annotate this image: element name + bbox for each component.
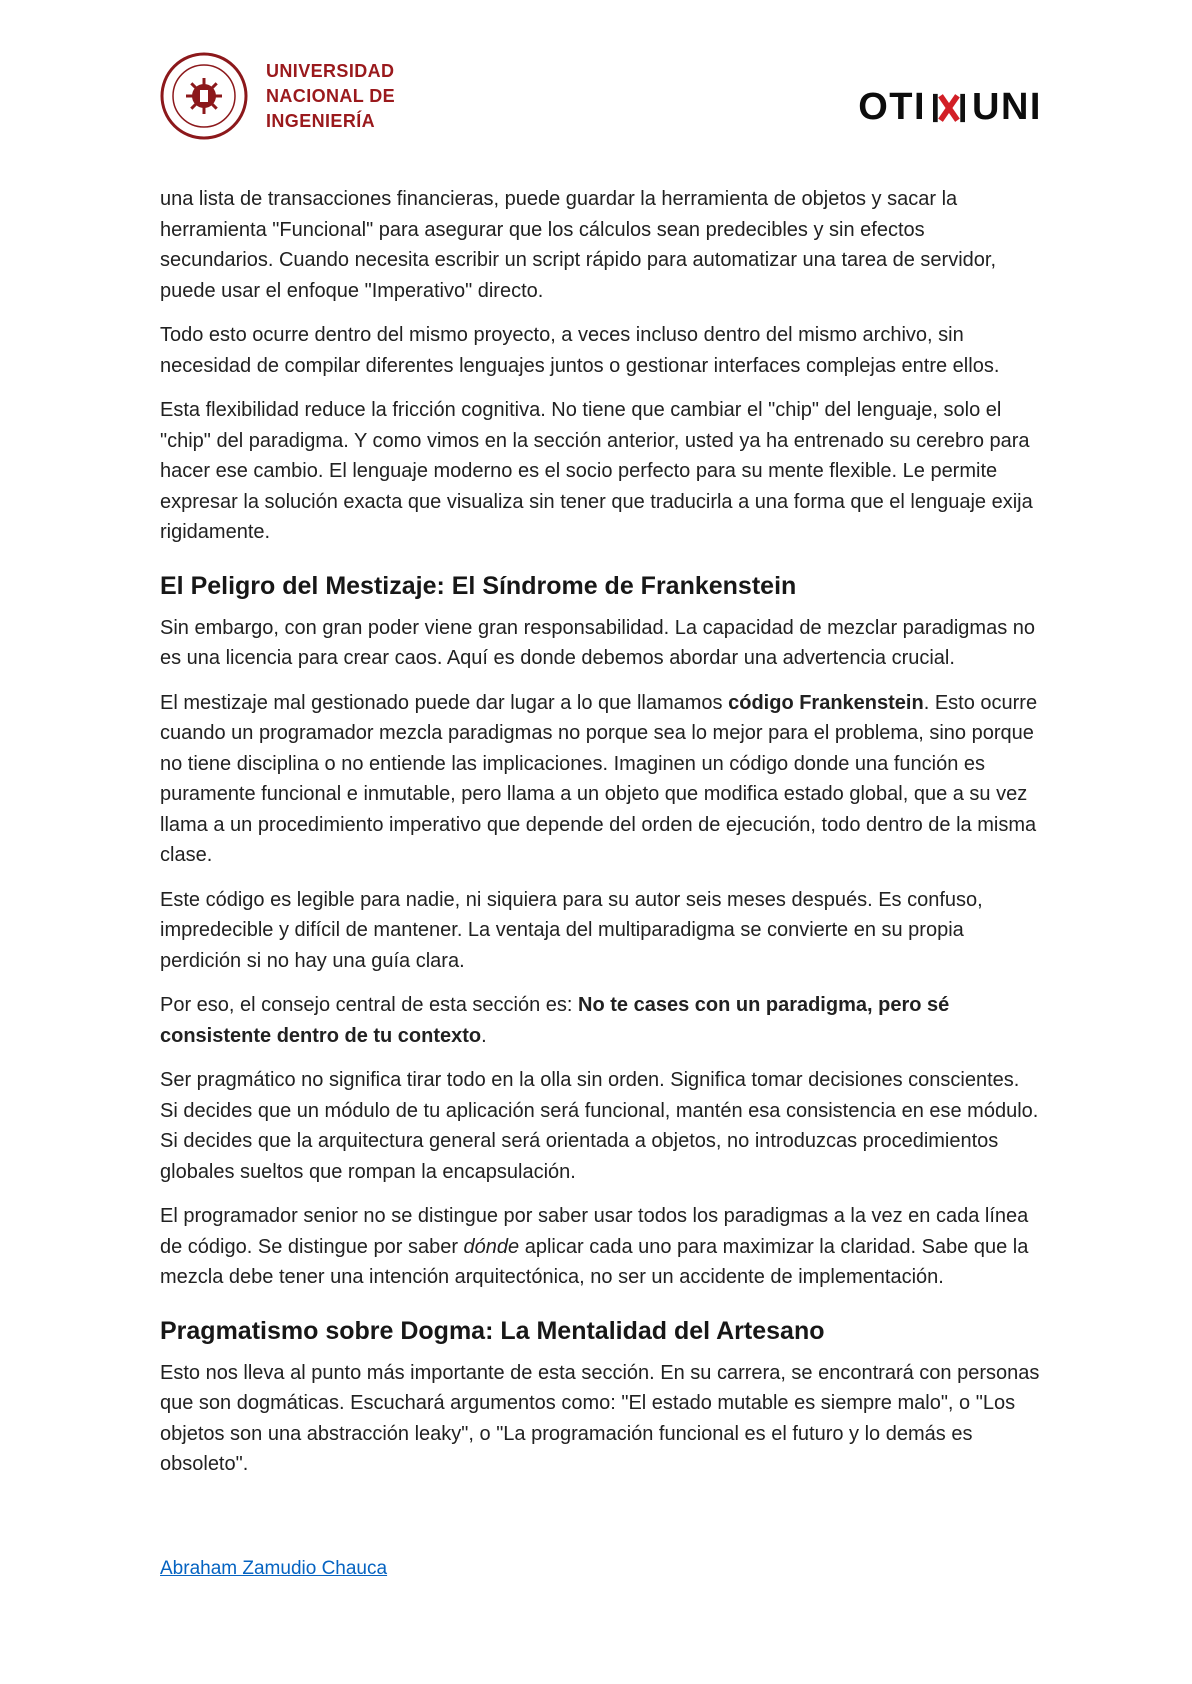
- paragraph: El programador senior no se distingue por saber usar todos los paradigmas a la vez en cada línea de código. Se distingue por saber dónde aplicar cada uno para maximizar la claridad. Sabe que la mezcla debe tener una intención arquitectónica, no ser un accidente de implementación.: [160, 1205, 1029, 1288]
- document-body: [0, 140, 1192, 1480]
- university-logo: [160, 52, 395, 140]
- paragraph: Sin embargo, con gran poder viene gran responsabilidad. La capacidad de mezclar paradigmas no es una licencia para crear caos. Aquí es donde debemos abordar una advertencia crucial.: [160, 616, 1035, 669]
- uni-seal-icon: [160, 52, 248, 140]
- section-heading: El Peligro del Mestizaje: El Síndrome de Frankenstein: [160, 571, 797, 600]
- paragraph: El mestizaje mal gestionado puede dar lugar a lo que llamamos código Frankenstein. Esto ocurre cuando un programador mezcla paradigmas no porque sea lo mejor para el problema, sino porque no tiene disciplina o no entiende las implicaciones. Imaginen un código donde una función es puramente funcional e inmutable, pero llama a un objeto que modifica estado global, que a su vez llama a un procedimiento imperativo que depende del orden de ejecución, todo dentro de la misma clase.: [160, 691, 1038, 866]
- university-name-line: INGENIERÍA: [266, 110, 376, 131]
- paragraph: Esta flexibilidad reduce la fricción cognitiva. No tiene que cambiar el "chip" del lenguaje, solo el "chip" del paradigma. Y como vimos en la sección anterior, usted ya ha entrenado su cerebro para hacer ese cambio. El lenguaje moderno es el socio perfecto para su mente flexible. Le permite expresar la solución exacta que visualiza sin tener que traducirla a una forma que el lenguaje exija rigidamente.: [160, 399, 1033, 543]
- university-name-line: UNIVERSIDAD: [266, 60, 395, 81]
- paragraph: Ser pragmático no significa tirar todo en la olla sin orden. Significa tomar decisiones conscientes. Si decides que un módulo de tu aplicación será funcional, mantén esa consistencia en ese módulo. Si decides que la arquitectura general será orientada a objetos, no introduzcas procedimientos globales sueltos que rompan la encapsulación.: [160, 1069, 1039, 1183]
- footer: [0, 1558, 1192, 1580]
- university-name: [266, 59, 395, 134]
- page-header: [0, 0, 1192, 140]
- oti-logo-text-right: UNI: [972, 86, 1042, 128]
- oti-uni-mark-icon: [933, 93, 965, 123]
- university-name-line: NACIONAL DE: [266, 85, 396, 106]
- oti-logo-text-left: OTI: [858, 86, 927, 128]
- paragraph: Esto nos lleva al punto más importante de esta sección. En su carrera, se encontrará con personas que son dogmáticas. Escuchará argumentos como: "El estado mutable es siempre malo", o "Los objetos son una abstracción leaky", o "La programación funcional es el futuro y lo demás es obsoleto".: [160, 1361, 1040, 1475]
- oti-uni-logo: [858, 86, 1042, 129]
- author-link[interactable]: Abraham Zamudio Chauca: [160, 1557, 388, 1579]
- paragraph: Este código es legible para nadie, ni siquiera para su autor seis meses después. Es confuso, impredecible y difícil de mantener. La ventaja del multiparadigma se convierte en su propia perdición si no hay una guía clara.: [160, 888, 983, 972]
- paragraph: una lista de transacciones financieras, puede guardar la herramienta de objetos y sacar la herramienta "Funcional" para asegurar que los cálculos sean predecibles y sin efectos secundarios. Cuando necesita escribir un script rápido para automatizar una tarea de servidor, puede usar el enfoque "Imperativo" directo.: [160, 188, 997, 302]
- paragraph: Todo esto ocurre dentro del mismo proyecto, a veces incluso dentro del mismo archivo, sin necesidad de compilar diferentes lenguajes juntos o gestionar interfaces complejas entre ellos.: [160, 324, 1000, 377]
- section-heading: Pragmatismo sobre Dogma: La Mentalidad del Artesano: [160, 1316, 825, 1345]
- paragraph: Por eso, el consejo central de esta sección es: No te cases con un paradigma, pero sé consistente dentro de tu contexto.: [160, 994, 950, 1047]
